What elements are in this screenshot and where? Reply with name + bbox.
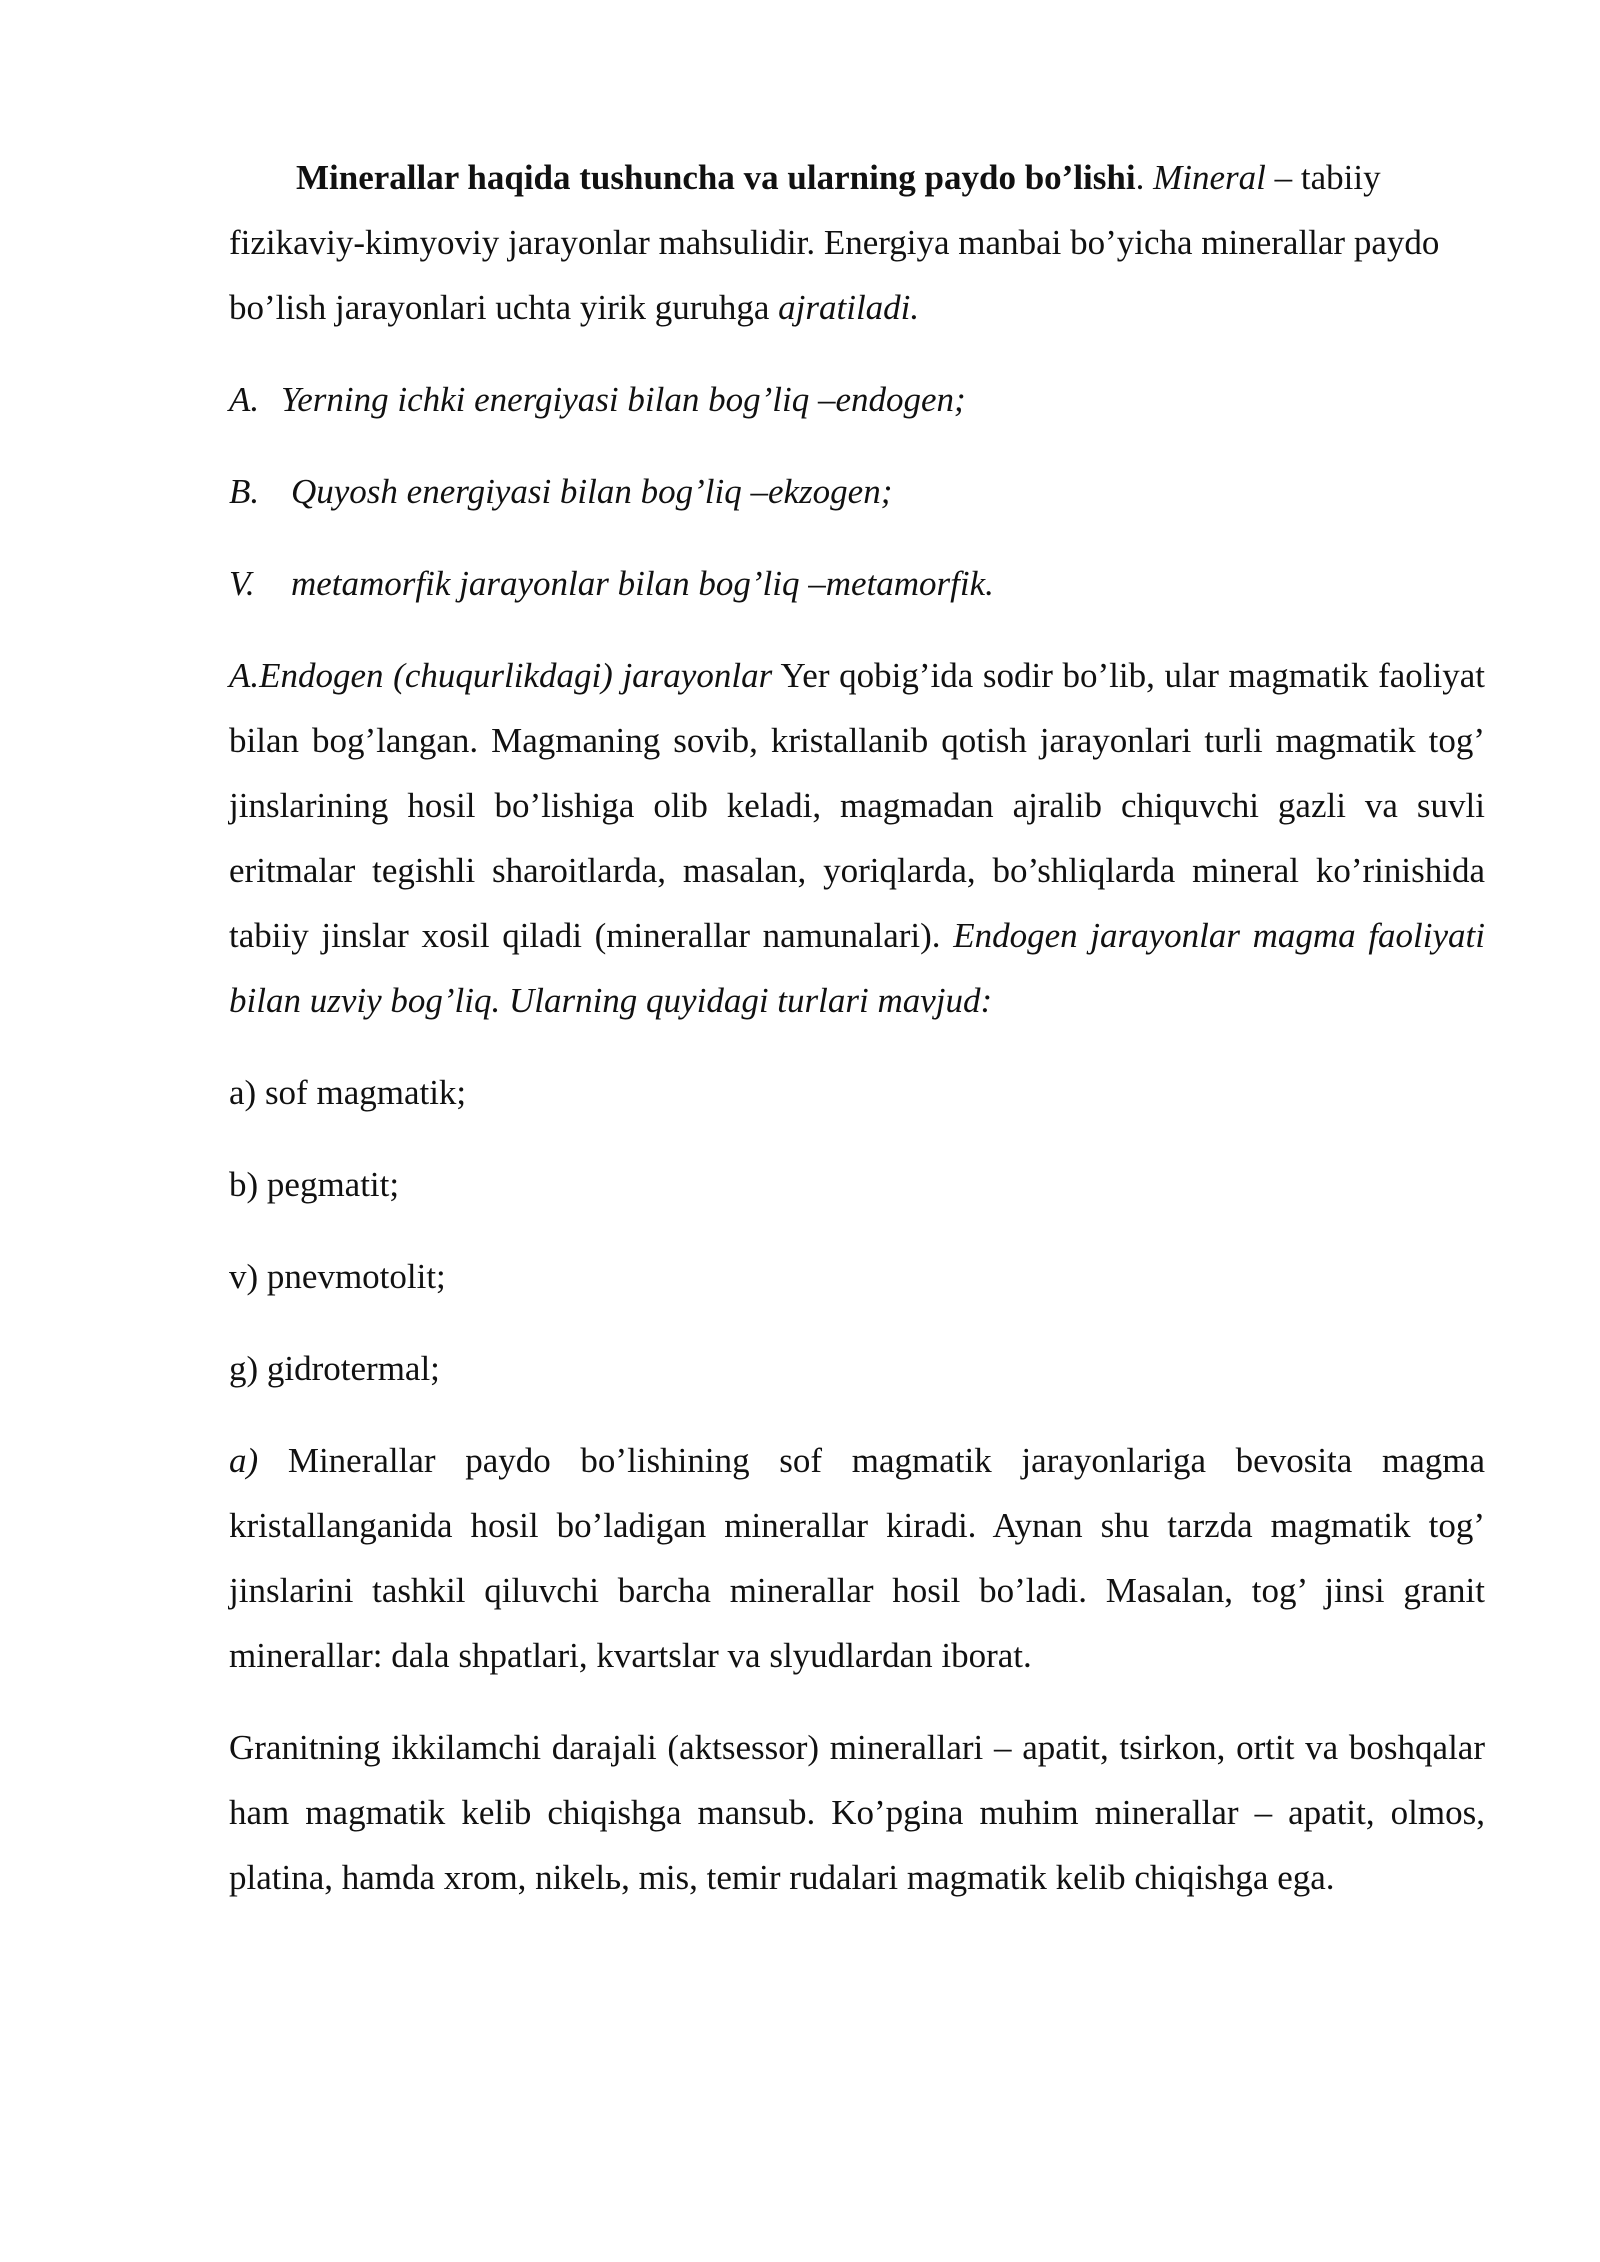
section-title: Minerallar haqida tushuncha va ularning paydo bo’lishi (296, 158, 1136, 197)
group-marker: A. (229, 380, 260, 419)
magmatic-text: Minerallar paydo bo’lishining sof magmatik jarayonlariga bevosita magma kristallanganida hosil bo’ladigan minerallar kiradi. Aynan shu tarzda magmatik tog’ jinslarini tashkil qiluvchi barcha minerallar hosil bo’ladi. Masalan, tog’ jinsi granit minerallar: dala shpatlari, kvartslar va slyudlardan iborat. (229, 1441, 1485, 1675)
mineral-term: Mineral (1153, 158, 1266, 197)
type-item: g) gidrotermal; (229, 1349, 440, 1388)
group-marker: B. (229, 472, 260, 511)
type-item: v) pnevmotolit; (229, 1257, 446, 1296)
title-separator: . (1135, 158, 1154, 197)
endogen-lead: A.Endogen (chuqurlikdagi) jarayonlar (229, 656, 773, 695)
group-item-a (229, 367, 1485, 432)
intro-italic-end: ajratiladi. (778, 288, 920, 327)
group-item-v (229, 551, 1485, 616)
type-item: a) sof magmatik; (229, 1073, 467, 1112)
endogen-tail: Endogen jarayonlar magma faoliyati bilan uzviy bog’liq. Ularning quyidagi turlari mavjud: (229, 916, 1485, 1020)
intro-paragraph (229, 145, 1485, 340)
granite-paragraph: Granitning ikkilamchi darajali (aktsessor) minerallari – apatit, tsirkon, ortit va boshqalar ham magmatik kelib chiqishga mansub. Ko’pgina muhim minerallar – apatit, olmos, platina, hamda xrom, nikelь, mis, temir rudalari magmatik kelib chiqishga ega. (229, 1728, 1485, 1897)
intro-text: – tabiiy fizikaviy-kimyoviy jarayonlar mahsulidir. Energiya manbai bo’yicha minerallar paydo bo’lish jarayonlari uchta yirik guruhga (229, 158, 1440, 327)
magmatic-marker: a) (229, 1441, 259, 1480)
endogen-text: Yer qobig’ida sodir bo’lib, ular magmatik faoliyat bilan bog’langan. Magmaning sovib, kristallanib qotish jarayonlari turli magmatik tog’ jinslarining hosil bo’lishiga olib keladi, magmadan ajralib chiquvchi gazli va suvli eritmalar tegishli sharoitlarda, masalan, yoriqlarda, bo’shliqlarda mineral ko’rinishida tabiiy jinslar xosil qiladi (minerallar namunalari). (229, 656, 1485, 955)
group-text: Yerning ichki energiyasi bilan bog’liq –endogen; (281, 380, 966, 419)
group-text: metamorfik jarayonlar bilan bog’liq –metamorfik. (291, 564, 994, 603)
group-text: Quyosh energiyasi bilan bog’liq –ekzogen; (291, 472, 893, 511)
group-item-b (229, 459, 1485, 524)
group-marker: V. (229, 564, 255, 603)
type-item: b) pegmatit; (229, 1165, 400, 1204)
magmatic-paragraph (229, 1428, 1485, 1688)
document-body (229, 145, 1485, 1910)
endogen-paragraph (229, 643, 1485, 1033)
